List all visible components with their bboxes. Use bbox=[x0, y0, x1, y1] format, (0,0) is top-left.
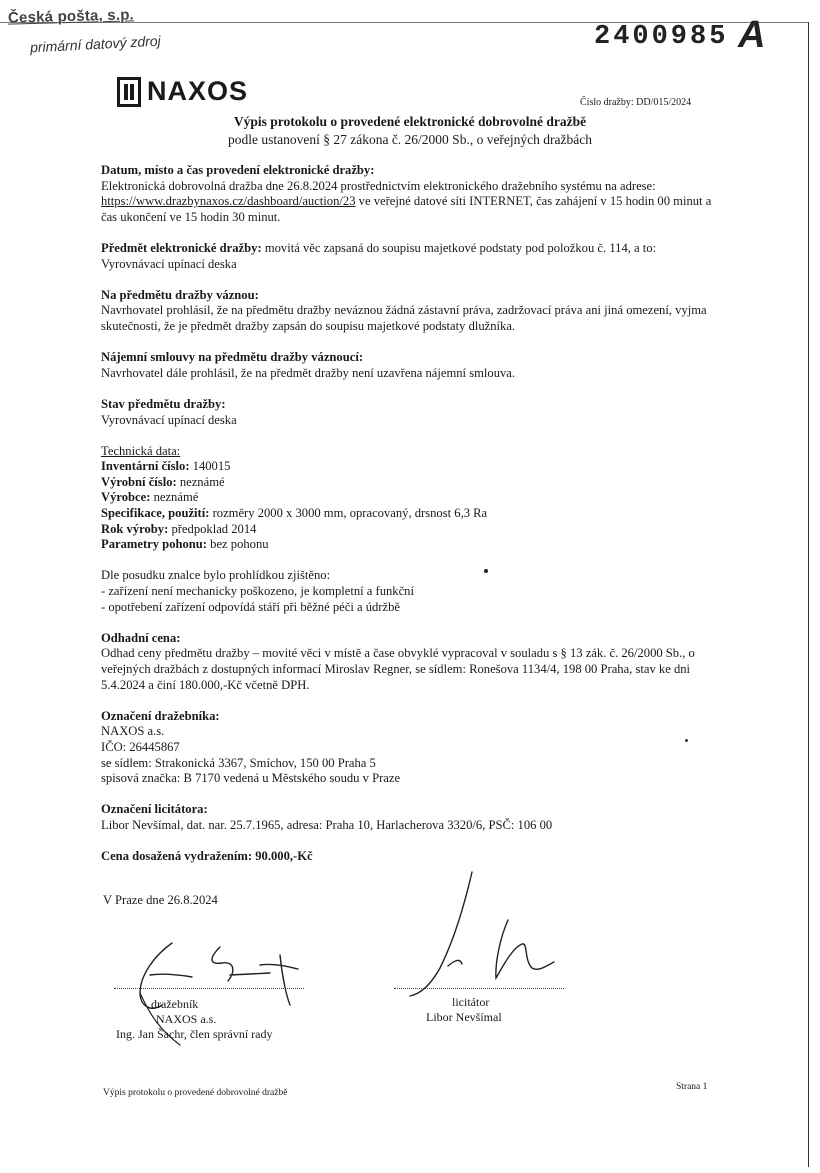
postal-stamp-line2: primární datový zdroj bbox=[29, 32, 162, 56]
posudek-intro: Dle posudku znalce bylo prohlídkou zjištěno: bbox=[101, 568, 331, 583]
tech-label: Výrobce: bbox=[101, 490, 151, 505]
licitator-text: Libor Nevšímal, dat. nar. 25.7.1965, adresa: Praha 10, Harlacherova 3320/6, PSČ: 106 00 bbox=[101, 817, 553, 832]
tech-label: Parametry pohonu: bbox=[101, 537, 207, 552]
auction-number: Číslo dražby: DD/015/2024 bbox=[580, 97, 692, 108]
place-and-date: V Praze dne 26.8.2024 bbox=[103, 893, 218, 907]
vaznou-heading: Na předmětu dražby váznou: bbox=[101, 287, 259, 302]
posudek-item: - zařízení není mechanicky poškozeno, je kompletní a funkční bbox=[101, 584, 414, 599]
predmet-heading: Předmět elektronické dražby: bbox=[101, 240, 262, 255]
tech-label: Rok výroby: bbox=[101, 521, 169, 536]
technicka-heading: Technická data: bbox=[101, 443, 181, 458]
drazebnik-company: NAXOS a.s. bbox=[156, 1012, 217, 1026]
predmet-item: Vyrovnávací upínací deska bbox=[101, 256, 237, 271]
tech-value: předpoklad 2014 bbox=[168, 521, 257, 536]
tech-value: neznámé bbox=[176, 474, 225, 489]
tech-row bbox=[101, 522, 721, 538]
datum-heading: Datum, místo a čas provedení elektronické dražby: bbox=[101, 163, 375, 177]
predmet-section bbox=[101, 241, 721, 257]
tech-label: Výrobní číslo: bbox=[101, 474, 177, 489]
drazebnik-person: Ing. Jan Šachr, člen správní rady bbox=[116, 1027, 273, 1041]
document-number-suffix: A bbox=[738, 14, 766, 56]
naxos-logo-icon bbox=[117, 77, 141, 107]
document-body bbox=[101, 163, 721, 865]
tech-label: Inventární číslo: bbox=[101, 459, 190, 474]
scan-speck bbox=[484, 569, 488, 573]
naxos-logo bbox=[117, 76, 248, 107]
predmet-text: movitá věc zapsaná do soupisu majetkové podstaty pod položkou č. 114, a to: bbox=[264, 240, 657, 255]
posudek-item: - opotřebení zařízení odpovídá stáří při běžné péči a údržbě bbox=[101, 599, 400, 614]
datum-text bbox=[101, 179, 721, 226]
stav-heading: Stav předmětu dražby: bbox=[101, 396, 226, 411]
drazebnik-line: spisová značka: B 7170 vedená u Městského soudu v Praze bbox=[101, 771, 401, 786]
tech-value: bez pohonu bbox=[207, 537, 269, 552]
odhadni-heading: Odhadní cena: bbox=[101, 630, 181, 645]
licitator-role: licitátor bbox=[452, 995, 490, 1009]
final-price: Cena dosažená vydražením: 90.000,-Kč bbox=[101, 849, 313, 864]
stav-text: Vyrovnávací upínací deska bbox=[101, 412, 237, 427]
drazebnik-line: se sídlem: Strakonická 3367, Smíchov, 150 00 Praha 5 bbox=[101, 755, 376, 770]
drazebnik-heading: Označení dražebníka: bbox=[101, 708, 220, 723]
tech-row bbox=[101, 506, 721, 522]
drazebnik-line: IČO: 26445867 bbox=[101, 739, 180, 754]
datum-text-post: ve veřejné datové síti INTERNET, čas zahájení v 15 hodin 00 minut a čas ukončení ve 15 hodin 30 minut. bbox=[101, 194, 712, 224]
drazebnik-signature-line bbox=[114, 988, 304, 989]
page-number: Strana 1 bbox=[676, 1082, 708, 1092]
licitator-signature-line bbox=[394, 988, 564, 989]
licitator-signature bbox=[400, 868, 570, 998]
tech-label: Specifikace, použití: bbox=[101, 506, 210, 521]
auction-url-link[interactable]: https://www.drazbynaxos.cz/dashboard/auction/23 bbox=[101, 194, 356, 209]
tech-row bbox=[101, 475, 721, 491]
datum-text-pre: Elektronická dobrovolná dražba dne 26.8.2024 prostřednictvím elektronického dražebního systému na adrese: bbox=[101, 178, 656, 193]
logo-text: NAXOS bbox=[147, 76, 249, 106]
postal-stamp-line1: Česká pošta, s.p. bbox=[7, 6, 135, 27]
document-subtitle: podle ustanovení § 27 zákona č. 26/2000 Sb., o veřejných dražbách bbox=[227, 132, 593, 147]
tech-row bbox=[101, 490, 721, 506]
odhadni-text: Odhad ceny předmětu dražby – movité věci v místě a čase obvyklé vypracoval v souladu s § 13 zák. č. 26/2000 Sb., o veřejných dražbách z dostupných informací Miroslav Regner, se sídlem: Ronešova 1134/4, 198 00 Praha, stav ke dni 5.4.2024 a činí 180.000,-Kč včetně DPH. bbox=[101, 646, 695, 692]
footer-title: Výpis protokolu o provedené dobrovolné dražbě bbox=[103, 1088, 288, 1098]
najemni-text: Navrhovatel dále prohlásil, že na předmět dražby není uzavřena nájemní smlouva. bbox=[101, 365, 516, 380]
tech-row bbox=[101, 537, 721, 553]
drazebnik-role: dražebník bbox=[151, 997, 199, 1011]
tech-value: 140015 bbox=[189, 459, 231, 474]
scan-speck bbox=[685, 739, 688, 742]
tech-value: neznámé bbox=[150, 490, 199, 505]
document-number: 2400985 bbox=[594, 22, 729, 52]
vaznou-text: Navrhovatel prohlásil, že na předmětu dražby neváznou žádná zástavní práva, zadržovací práva ani jiná omezení, vyjma skutečnosti, že je předmět dražby zapsán do soupisu majetkové podstaty dlužníka. bbox=[101, 303, 707, 333]
licitator-heading: Označení licitátora: bbox=[101, 802, 208, 817]
tech-value: rozměry 2000 x 3000 mm, opracovaný, drsnost 6,3 Ra bbox=[209, 506, 488, 521]
najemni-heading: Nájemní smlouvy na předmětu dražby váznoucí: bbox=[101, 350, 364, 365]
document-title: Výpis protokolu o provedené elektronické dobrovolné dražbě bbox=[233, 114, 587, 129]
licitator-person: Libor Nevšímal bbox=[426, 1010, 502, 1024]
drazebnik-line: NAXOS a.s. bbox=[101, 724, 165, 739]
scan-right-edge bbox=[808, 22, 809, 1167]
tech-row bbox=[101, 459, 721, 475]
